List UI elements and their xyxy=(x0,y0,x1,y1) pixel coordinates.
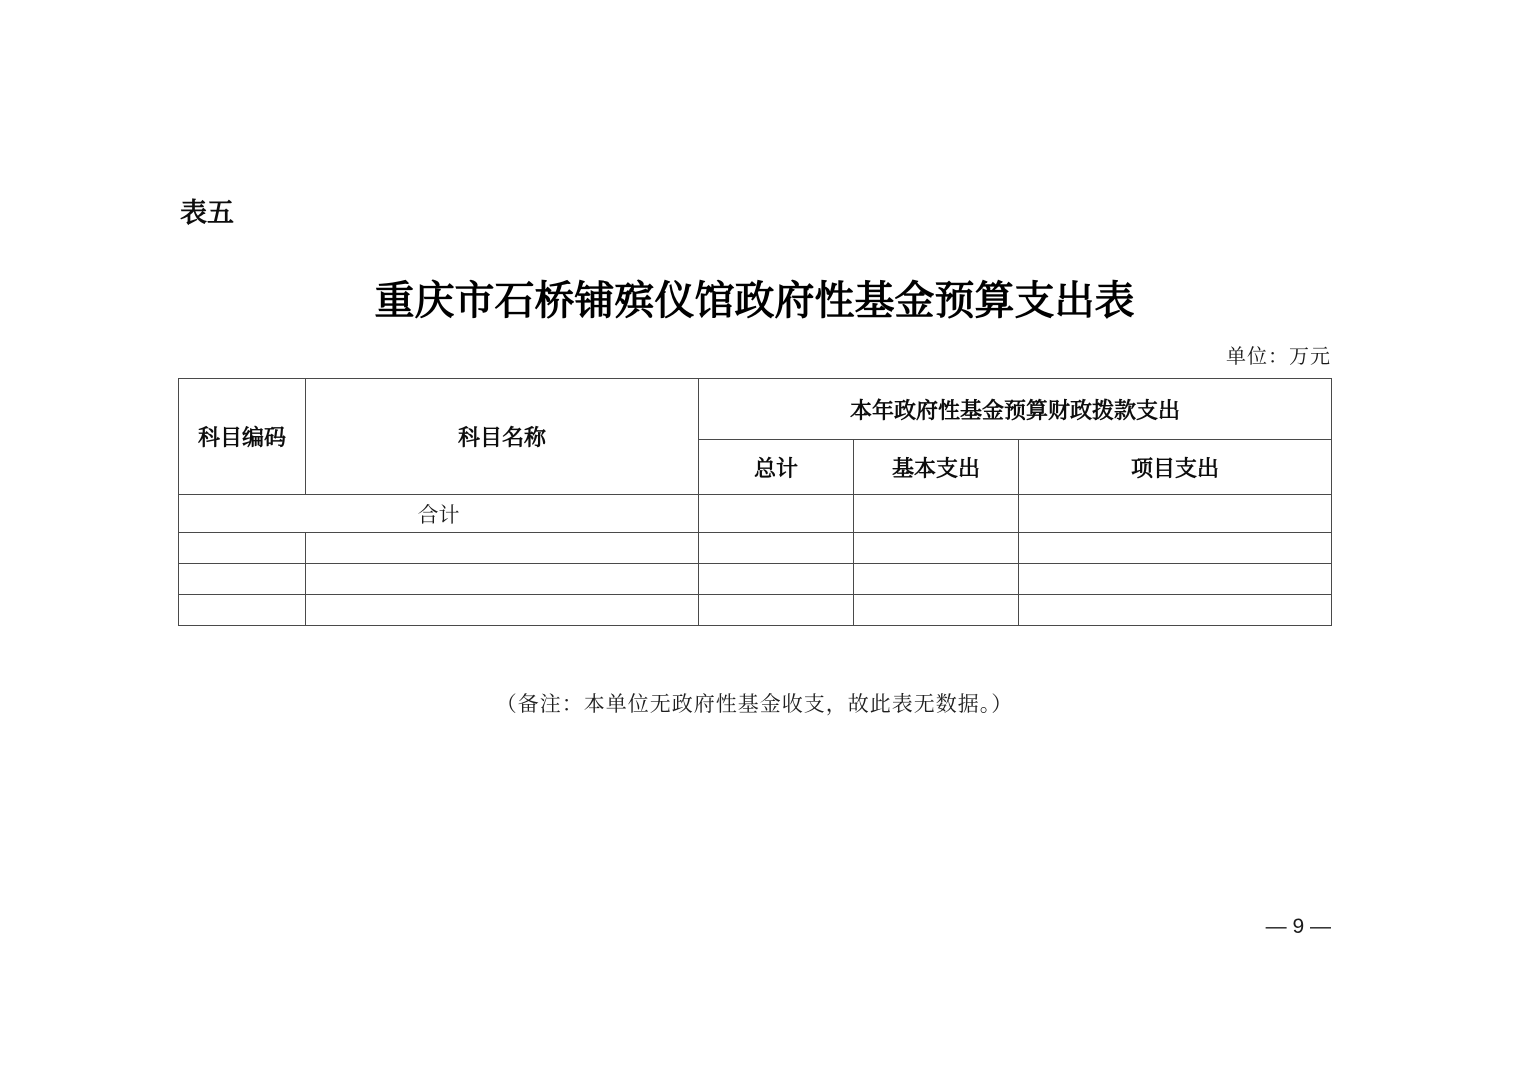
footnote: （备注：本单位无政府性基金收支，故此表无数据。） xyxy=(495,692,1014,716)
table-cell xyxy=(854,533,1019,564)
table-cell xyxy=(179,564,306,595)
table-row xyxy=(179,533,1332,564)
unit-label: 单位：万元 xyxy=(1226,346,1331,368)
column-header-project-expenditure: 项目支出 xyxy=(1019,440,1332,495)
table-cell xyxy=(306,533,699,564)
empty-data-rows xyxy=(179,533,1332,626)
column-header-basic-expenditure: 基本支出 xyxy=(854,440,1019,495)
table-cell xyxy=(179,595,306,626)
page-number: — 9 — xyxy=(1265,915,1331,938)
table-cell xyxy=(1019,564,1332,595)
page-title: 重庆市石桥铺殡仪馆政府性基金预算支出表 xyxy=(374,278,1135,323)
table-row xyxy=(179,595,1332,626)
table-cell xyxy=(699,595,854,626)
total-row-label: 合计 xyxy=(179,495,699,533)
column-header-subject-name: 科目名称 xyxy=(306,379,699,495)
column-header-fund-expenditure-span: 本年政府性基金预算财政拨款支出 xyxy=(699,379,1332,440)
table-cell xyxy=(699,564,854,595)
table-header-row-1 xyxy=(179,379,1332,440)
table-row xyxy=(179,564,1332,595)
table-cell xyxy=(1019,533,1332,564)
total-row-project-cell xyxy=(1019,495,1332,533)
table-cell xyxy=(854,564,1019,595)
table-cell xyxy=(306,595,699,626)
table-cell xyxy=(306,564,699,595)
budget-table xyxy=(178,378,1332,626)
column-header-subject-code: 科目编码 xyxy=(179,379,306,495)
total-row xyxy=(179,495,1332,533)
table-cell xyxy=(1019,595,1332,626)
table-cell xyxy=(854,595,1019,626)
column-header-total: 总计 xyxy=(699,440,854,495)
total-row-total-cell xyxy=(699,495,854,533)
table-cell xyxy=(179,533,306,564)
table-label: 表五 xyxy=(180,198,234,228)
table-cell xyxy=(699,533,854,564)
total-row-basic-cell xyxy=(854,495,1019,533)
